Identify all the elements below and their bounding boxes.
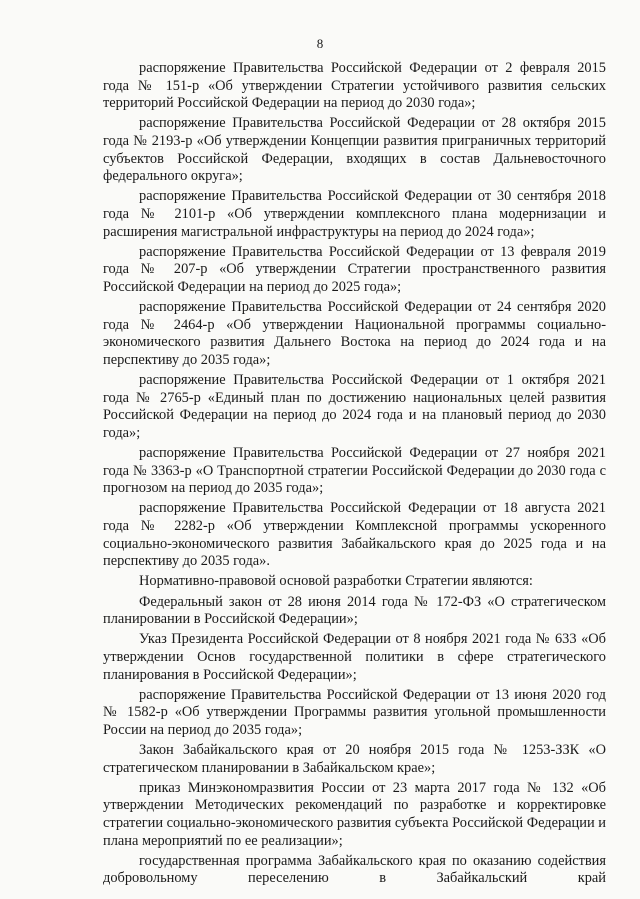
paragraph-decree-151r: распоряжение Правительства Российской Федерации от 2 февраля 2015 года № 151-р «Об утверждении Стратегии устойчивого развития сельских территорий Российской Федерации на период до 2030 года»;: [103, 60, 606, 112]
document-body: [103, 60, 606, 891]
paragraph-state-program-resettlement: государственная программа Забайкальского края по оказанию содействия добровольному переселению в Забайкальский край: [103, 852, 606, 887]
paragraph-decree-1582r: распоряжение Правительства Российской Федерации от 13 июня 2020 год № 1582-р «Об утверждении Программы развития угольной промышленности России на период до 2035 года»;: [103, 686, 606, 738]
paragraph-decree-2464r: распоряжение Правительства Российской Федерации от 24 сентября 2020 года № 2464-р «Об утверждении Национальной программы социально-экономического развития Дальнего Востока на период до 2024 года и на перспективу до 2035 года»;: [103, 299, 606, 368]
paragraph-regional-law-1253zzk: Закон Забайкальского края от 20 ноября 2015 года № 1253-ЗЗК «О стратегическом планировании в Забайкальском крае»;: [103, 742, 606, 776]
page-number: 8: [316, 36, 324, 51]
paragraph-decree-2282r: распоряжение Правительства Российской Федерации от 18 августа 2021 года № 2282-р «Об утверждении Комплексной программы ускоренного социально-экономического развития Забайкальского края до 2025 года и на перспективу до 2035 года».: [103, 500, 606, 570]
paragraph-decree-2765r: распоряжение Правительства Российской Федерации от 1 октября 2021 года № 2765-р «Единый план по достижению национальных целей развития Российской Федерации на период до 2024 года и на плановый период до 2030 года»;: [103, 372, 606, 441]
paragraph-decree-207r: распоряжение Правительства Российской Федерации от 13 февраля 2019 года № 207-р «Об утверждении Стратегии пространственного развития Российской Федерации на период до 2025 года»;: [103, 243, 606, 295]
paragraph-decree-2101r: распоряжение Правительства Российской Федерации от 30 сентября 2018 года № 2101-р «Об утверждении комплексного плана модернизации и расширения магистральной инфраструктуры на период до 2024 года»;: [103, 188, 606, 240]
paragraph-order-132: приказ Минэкономразвития России от 23 марта 2017 года № 132 «Об утверждении Методических рекомендаций по разработке и корректировке стратегии социально-экономического развития субъекта Российской Федерации и плана мероприятий по ее реализации»;: [103, 779, 606, 849]
paragraph-federal-law-172fz: Федеральный закон от 28 июня 2014 года № 172-ФЗ «О стратегическом планировании в Российской Федерации»;: [103, 593, 606, 628]
paragraph-legal-basis-heading: Нормативно-правовой основой разработки Стратегии являются:: [139, 573, 533, 590]
paragraph-decree-2193r: распоряжение Правительства Российской Федерации от 28 октября 2015 года № 2193-р «Об утверждении Концепции развития приграничных территорий субъектов Российской Федерации, входящих в состав Дальневосточного федерального округа»;: [103, 115, 606, 185]
paragraph-presidential-decree-633: Указ Президента Российской Федерации от 8 ноября 2021 года № 633 «Об утверждении Основ государственной политики в сфере стратегического планирования в Российской Федерации»;: [103, 631, 606, 683]
paragraph-decree-3363r: распоряжение Правительства Российской Федерации от 27 ноября 2021 года № 3363-р «О Транспортной стратегии Российской Федерации до 2030 года с прогнозом на период до 2035 года»;: [103, 445, 606, 497]
